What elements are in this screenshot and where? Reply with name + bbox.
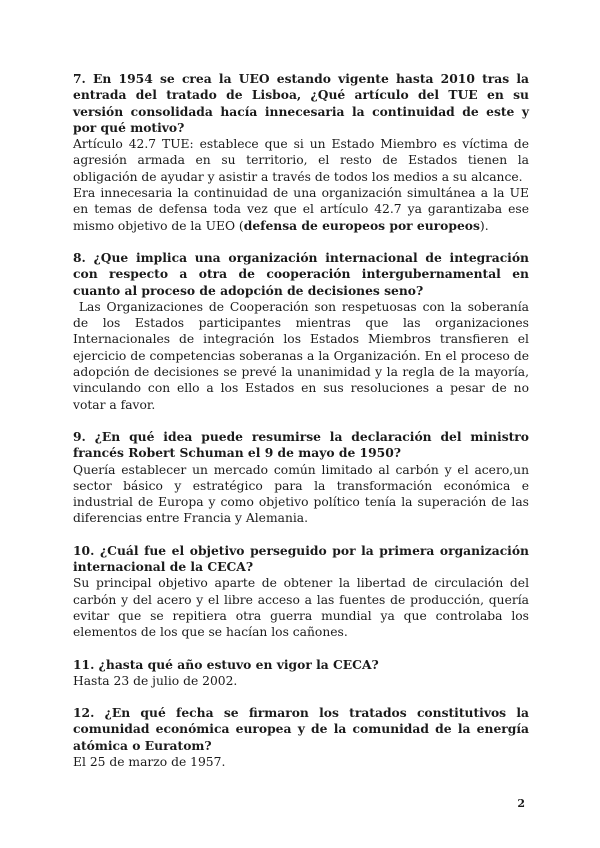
- qa-block-8: [73, 249, 533, 413]
- answer-9: Quería establecer un mercado común limitado al carbón y el acero,un sector básico y estratégico para la transformación económica e industrial de Europa y como objetivo político tenía la superación de las diferencias entre Francia y Alemania.: [73, 462, 529, 526]
- answer-7-text: Era innecesaria la continuidad de una organización simultánea a la UE en temas de defensa toda vez que el artículo 42.7 ya garantizaba ese mismo objetivo de la UEO (: [73, 186, 529, 233]
- qa-block-10: [73, 543, 529, 641]
- answer-11: Hasta 23 de julio de 2002.: [73, 673, 238, 688]
- answer-7-bold-phrase: defensa de europeos por europeos: [243, 217, 480, 233]
- answer-12: El 25 de marzo de 1957.: [73, 754, 226, 769]
- question-10: 10. ¿Cuál fue el objetivo perseguido por la primera organización internacional de la CECA?: [73, 542, 529, 575]
- qa-block-9: [73, 429, 529, 527]
- qa-block-12: [73, 705, 529, 770]
- answer-7-paragraph-2: [73, 185, 529, 234]
- question-12: 12. ¿En qué fecha se firmaron los tratados constitutivos la comunidad económica europea y de la comunidad de la energía atómica o Euratom?: [73, 705, 529, 753]
- answer-8: Las Organizaciones de Cooperación son respetuosas con la soberanía de los Estados participantes mientras que las organizaciones Internacionales de integración los Estados Miembros transfieren el ejercicio de competencias soberanas a la Organización. En el proceso de adopción de decisiones se prevé la unanimidad y la regla de la mayoría, vinculando con ello a los Estados en sus resoluciones a pesar de no votar a favor.: [73, 299, 533, 412]
- answer-7-end: ).: [479, 218, 489, 233]
- document-page: [73, 71, 533, 786]
- qa-block-7: [73, 71, 529, 234]
- answer-7-paragraph-1: Artículo 42.7 TUE: establece que si un Estado Miembro es víctima de agresión armada en su territorio, el resto de Estados tienen la obligación de ayudar y asistir a través de todos los medios a su alcance.: [73, 137, 529, 184]
- question-7: 7. En 1954 se crea la UEO estando vigente hasta 2010 tras la entrada del tratado de Lisboa, ¿Qué artículo del TUE en su versión consolidada hacía innecesaria la continuidad de este y por qué motivo?: [73, 71, 529, 135]
- page-number: 2: [517, 797, 525, 810]
- question-8: 8. ¿Que implica una organización internacional de integración con respecto a otra de cooperación intergubernamental en cuanto al proceso de adopción de decisiones seno?: [73, 249, 529, 298]
- question-9: 9. ¿En qué idea puede resumirse la declaración del ministro francés Robert Schuman el 9 de mayo de 1950?: [73, 428, 529, 461]
- qa-block-11: [73, 657, 529, 690]
- answer-10: Su principal objetivo aparte de obtener la libertad de circulación del carbón y del acero y el libre acceso a las fuentes de producción, quería evitar que se repitiera otra guerra mundial ya que controlaba los elementos de los que se hacían los cañones.: [73, 576, 529, 640]
- question-11: 11. ¿hasta qué año estuvo en vigor la CECA?: [73, 656, 379, 672]
